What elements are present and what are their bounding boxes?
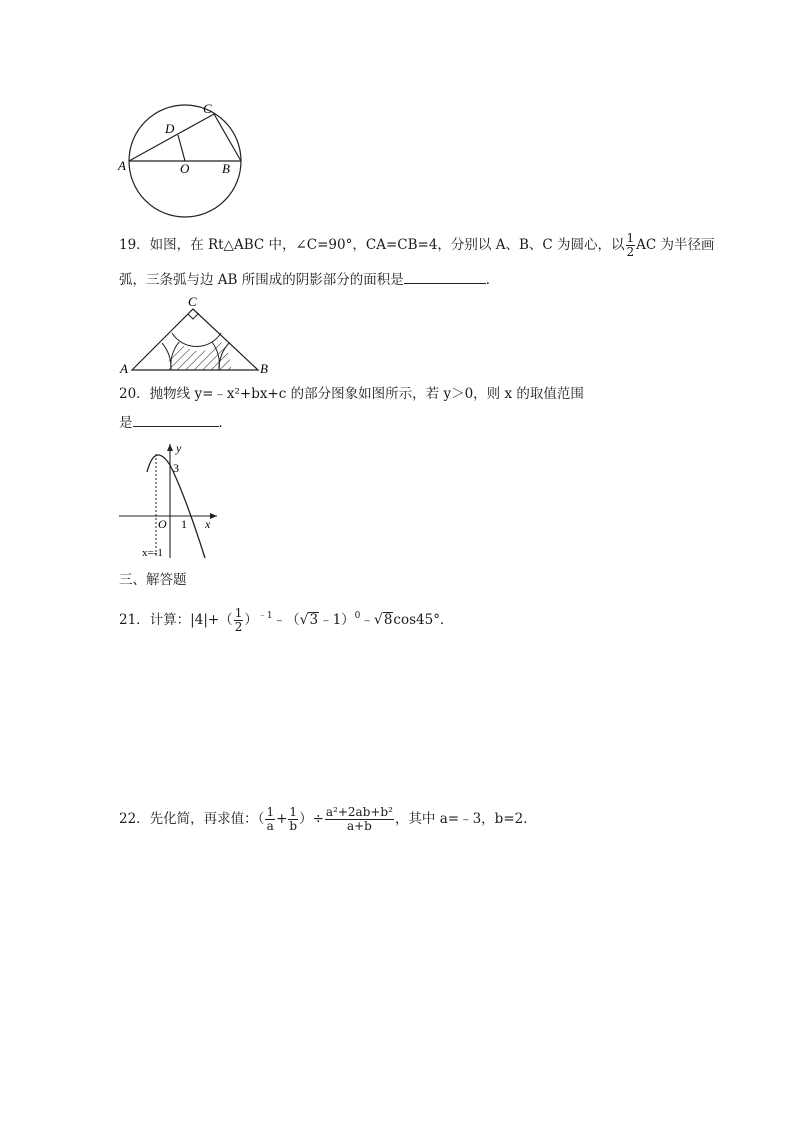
fraction-half: $\frac{1}{2}$ — [234, 606, 243, 634]
label-O: O — [180, 161, 190, 176]
label-A: A — [120, 361, 128, 374]
label-O: O — [158, 517, 167, 531]
figure-circle — [117, 100, 247, 218]
label-A: A — [118, 158, 126, 173]
label-y: y — [176, 441, 182, 455]
answer-blank-20[interactable] — [133, 414, 219, 427]
label-1: 1 — [181, 517, 187, 531]
label-axis: x=-1 — [142, 547, 163, 559]
label-D: D — [165, 121, 175, 136]
fraction-expression: $\frac{\text{a²+2ab+b²}}{a+b}$ — [325, 805, 393, 833]
label-3: 3 — [173, 461, 179, 475]
question-20-line1: 20．抛物线 y=﹣x²+bx+c 的部分图象如图所示，若 y＞0，则 x 的取值范围 — [119, 386, 584, 402]
label-C: C — [203, 101, 212, 116]
fraction-1-over-b: $\frac{1}{b}$ — [289, 805, 298, 833]
figure-triangle — [117, 294, 277, 374]
question-19-line2: 弧，三条弧与边 AB 所围成的阴影部分的面积是 ． — [119, 272, 500, 288]
label-C: C — [188, 294, 197, 309]
question-22: 22．先化简，再求值：（ $\frac{1}{a}$ + $\frac{1}{b}$ ）÷ $\frac{\text{a²+2ab+b²}}{a+b}$ ，其中 a=﹣3，b=2． — [119, 805, 537, 833]
label-x: x — [205, 517, 211, 531]
fraction-1-over-a: $\frac{1}{a}$ — [266, 805, 275, 833]
label-B: B — [260, 361, 268, 374]
question-19-line1: 19．如图，在 Rt△ABC 中，∠C=90°，CA=CB=4，分别以 A、B、C 为圆心，以 $\frac{1}{2}$ AC 为半径画 — [119, 231, 715, 259]
figure-parabola — [117, 440, 222, 562]
section-title: 三、解答题 — [119, 572, 187, 588]
fraction-half: $\frac{1}{2}$ — [626, 231, 635, 259]
label-B: B — [222, 161, 230, 176]
answer-blank-19[interactable] — [404, 271, 486, 284]
question-20-line2: 是 ． — [119, 415, 232, 431]
question-21: 21．计算：|4|+（ $\frac{1}{2}$ ）$^{﹣1}$﹣（√3﹣1）$^0$﹣√8cos45°． — [119, 606, 454, 634]
